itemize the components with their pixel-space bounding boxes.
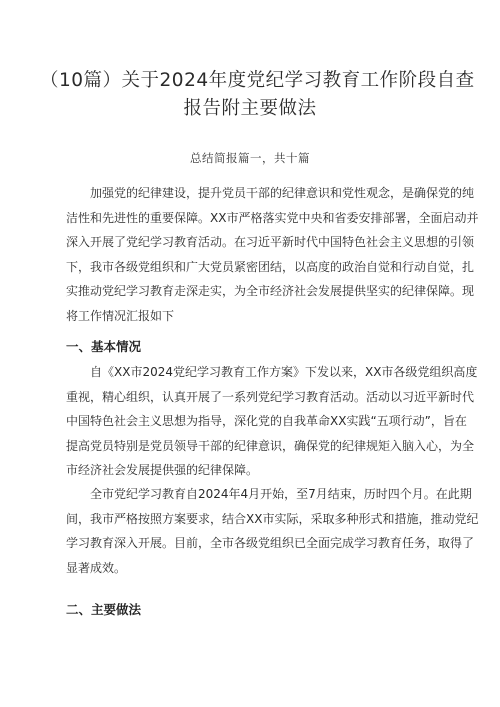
section-heading-main-practices: 二、主要做法 — [66, 602, 142, 617]
document-subtitle: 总结简报篇一，共十篇 — [190, 151, 310, 165]
paragraph-line: 将工作情况汇报如下 — [66, 308, 175, 323]
paragraph-line: 显著成效。 — [66, 560, 127, 575]
paragraph-line: 实推动党纪学习教育走深走实，为全市经济社会发展提供坚实的纪律保障。现 — [66, 284, 475, 299]
paragraph-line: 全市党纪学习教育自2024年4月开始，至7月结束，历时四个月。在此期 — [90, 487, 472, 501]
paragraph-line: 重视，精心组织，认真开展了一系列党纪学习教育活动。活动以习近平新时代 — [66, 389, 475, 404]
section-heading-basic-situation: 一、基本情况 — [66, 339, 142, 354]
section1-paragraph-2 — [66, 482, 479, 580]
paragraph-line: 洁性和先进性的重要保障。XX市严格落实党中央和省委安排部署，全面启动并 — [66, 210, 479, 225]
intro-paragraph — [66, 181, 479, 329]
paragraph-line: 市经济社会发展提供强的纪律保障。 — [66, 463, 259, 478]
paragraph-line: 间，我市严格按照方案要求，结合XX市实际，采取多种形式和措施，推动党纪 — [66, 511, 479, 526]
document-title-line-2: 报告附主要做法 — [183, 98, 317, 119]
paragraph-line: 深入开展了党纪学习教育活动。在习近平新时代中国特色社会主义思想的引领 — [66, 235, 475, 250]
document-title-line-1: （10篇）关于2024年度党纪学习教育工作阶段自查 — [40, 70, 475, 91]
paragraph-line: 中国特色社会主义思想为指导，深化党的自我革命XX实践“五项行动”，旨在 — [66, 414, 467, 429]
paragraph-line: 学习教育深入开展。目前，全市各级党组织已全面完成学习教育任务，取得了 — [66, 536, 475, 551]
paragraph-line: 下，我市各级党组织和广大党员紧密团结，以高度的政治自觉和行动自觉，扎 — [66, 259, 475, 274]
paragraph-line: 自《XX市2024党纪学习教育工作方案》下发以来，XX市各级党组织高度 — [90, 365, 478, 379]
section1-paragraph-1 — [66, 360, 478, 483]
paragraph-line: 加强党的纪律建设，提升党员干部的纪律意识和党性观念，是确保党的纯 — [90, 186, 475, 200]
paragraph-line: 提高党员特别是党员领导干部的纪律意识，确保党的纪律规矩入脑入心，为全 — [66, 438, 475, 453]
